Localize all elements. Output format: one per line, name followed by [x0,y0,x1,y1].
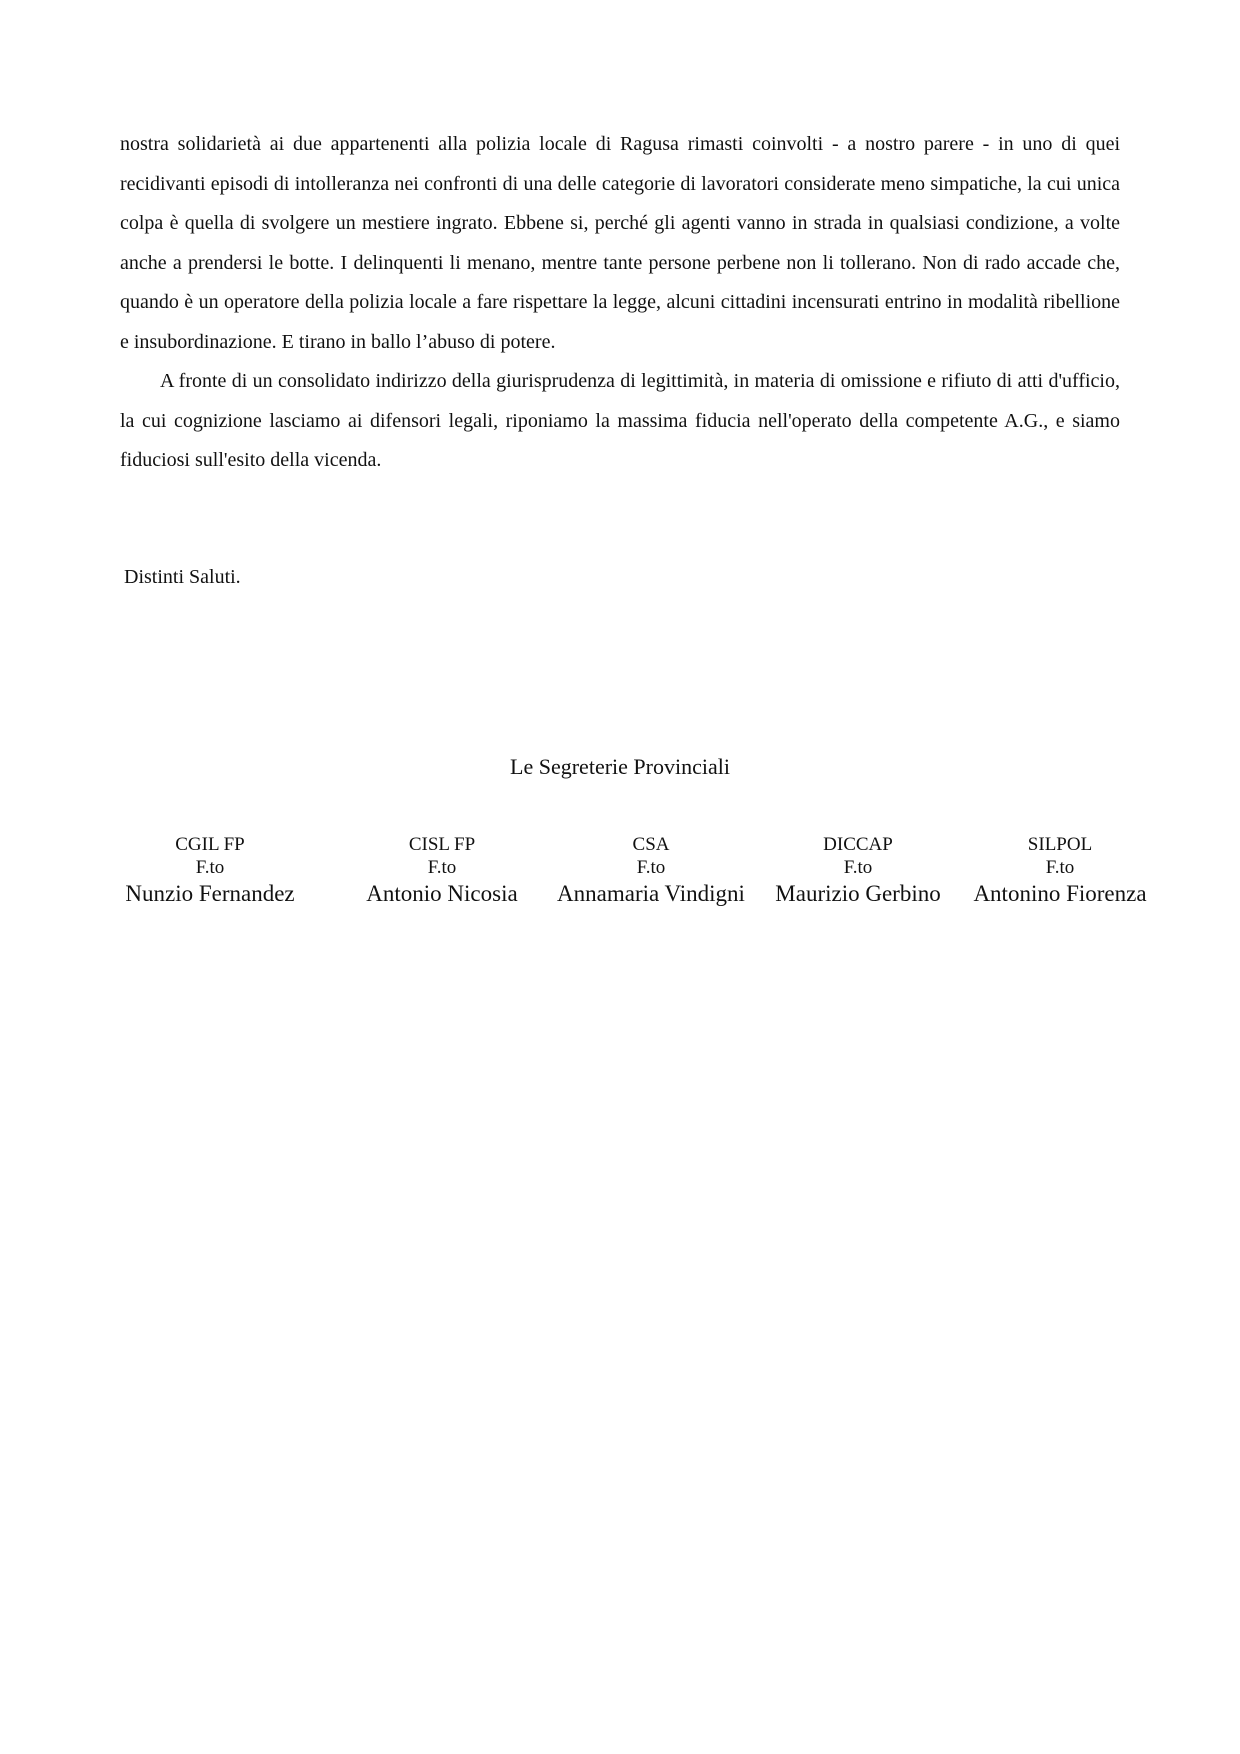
closing-salutation: Distinti Saluti. [124,566,241,588]
body-paragraph: nostra solidarietà ai due appartenenti alla polizia locale di Ragusa rimasti coinvolti - a nostro parere - in uno di quei recidivanti episodi di intolleranza nei confronti di una delle categorie di lavoratori considerate meno simpatiche, la cui unica colpa è quella di svolgere un mestiere ingrato. Ebbene si, perché gli agenti vanno in strada in qualsiasi condizione, a volte anche a prendersi le botte. I delinquenti li menano, mentre tante persone perbene non li tollerano. Non di rado accade che, quando è un operatore della polizia locale a fare rispettare la legge, alcuni cittadini incensurati entrino in modalità ribellione e insubordinazione. E tirano in ballo l’abuso di potere. [120,133,1120,353]
signatory-fto: F.to [427,857,457,878]
secretariat-title: Le Segreterie Provinciali [510,754,730,779]
signatory [748,833,968,909]
signatory-org: CGIL FP [175,834,245,855]
signatory-name: Nunzio Fernandez [125,881,295,906]
signatory-name: Maurizio Gerbino [775,881,941,906]
signatory [950,833,1170,909]
signatory-org: SILPOL [1027,834,1093,855]
signatory-org: DICCAP [823,834,893,855]
signatory-org: CSA [632,834,670,855]
signatory-name: Annamaria Vindigni [557,881,745,906]
signatory-name: Antonino Fiorenza [973,881,1147,906]
signatory [100,833,320,909]
signatory [332,833,552,909]
signatory-fto: F.to [636,857,666,878]
signatory-fto: F.to [1045,857,1075,878]
signatory-fto: F.to [843,857,873,878]
body-paragraph: A fronte di un consolidato indirizzo della giurisprudenza di legittimità, in materia di omissione e rifiuto di atti d'ufficio, la cui cognizione lasciamo ai difensori legali, riponiamo la massima fiducia nell'operato della competente A.G., e siamo fiduciosi sull'esito della vicenda. [120,370,1120,471]
letter-body [120,125,1120,481]
signatories-block [0,833,1240,913]
signatory-name: Antonio Nicosia [366,881,518,906]
signatory-org: CISL FP [408,834,476,855]
signatory-fto: F.to [195,857,225,878]
signatory [541,833,761,909]
